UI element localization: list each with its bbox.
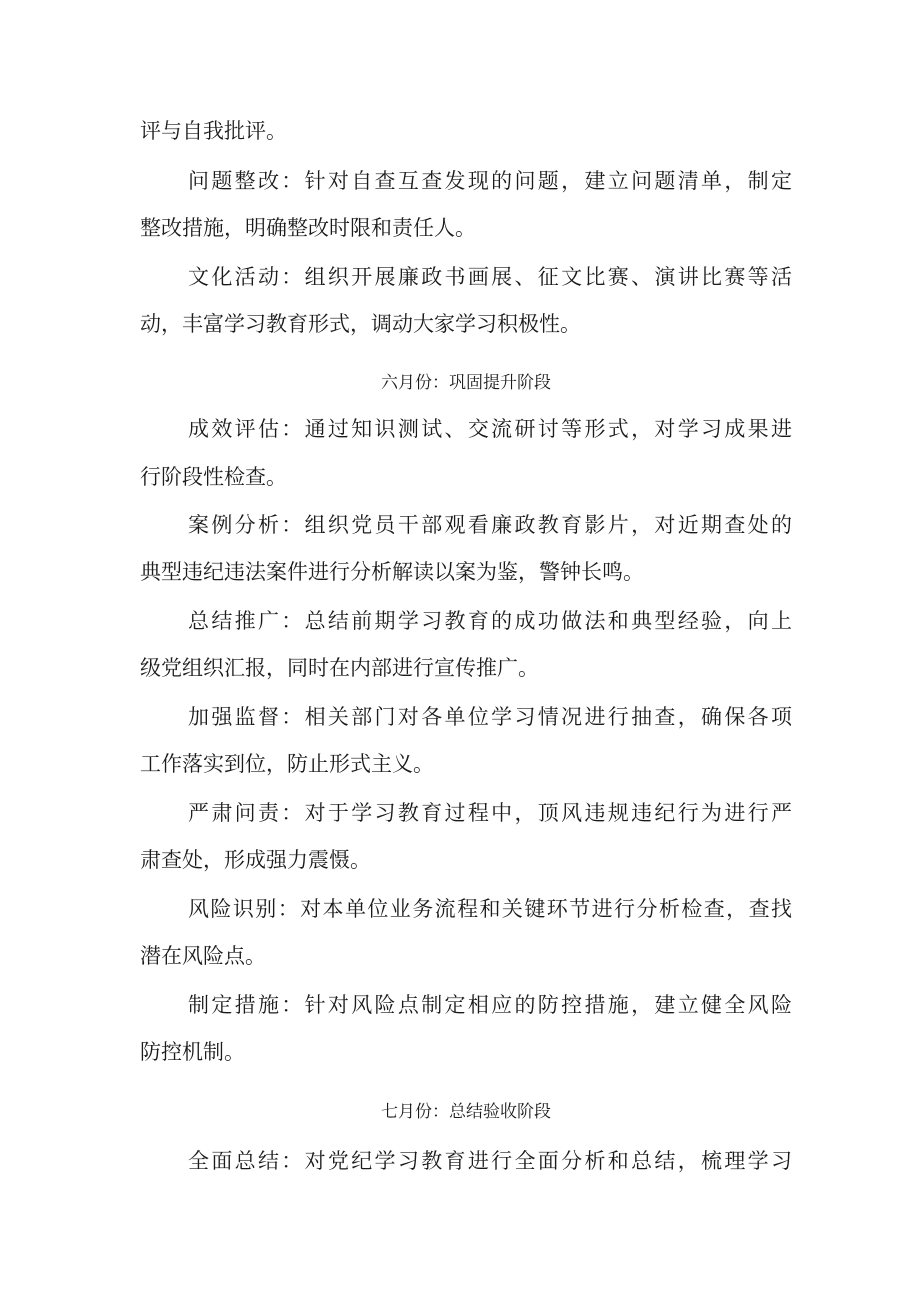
paragraph-accountability-line-1: 严肃问责：对于学习教育过程中，顶风违规违纪行为进行严 xyxy=(188,801,792,825)
paragraph-effect-evaluation-line-1: 成效评估：通过知识测试、交流研讨等形式，对学习成果进 xyxy=(188,417,792,441)
paragraph-strengthen-supervision-line-1: 加强监督：相关部门对各单位学习情况进行抽查，确保各项 xyxy=(188,705,792,729)
paragraph-prevention-measures-line-2: 防控机制。 xyxy=(140,1040,245,1064)
paragraph-risk-identification-line-1: 风险识别：对本单位业务流程和关键环节进行分析检查，查找 xyxy=(188,897,792,921)
section-heading-july: 七月份：总结验收阶段 xyxy=(381,1102,551,1122)
paragraph-cultural-activities-line-2: 动，丰富学习教育形式，调动大家学习积极性。 xyxy=(140,312,581,336)
paragraph-comprehensive-summary-line-1: 全面总结：对党纪学习教育进行全面分析和总结，梳理学习 xyxy=(188,1149,792,1173)
paragraph-case-analysis-line-1: 案例分析：组织党员干部观看廉政教育影片，对近期查处的 xyxy=(188,513,792,537)
paragraph-problem-rectification-line-2: 整改措施，明确整改时限和责任人。 xyxy=(140,216,476,240)
paragraph-accountability-line-2: 肃查处，形成强力震慑。 xyxy=(140,848,371,872)
paragraph-prevention-measures-line-1: 制定措施：针对风险点制定相应的防控措施，建立健全风险 xyxy=(188,993,792,1017)
paragraph-summary-promotion-line-1: 总结推广：总结前期学习教育的成功做法和典型经验，向上 xyxy=(188,609,792,633)
paragraph-risk-identification-line-2: 潜在风险点。 xyxy=(140,944,266,968)
paragraph-continuation-line: 评与自我批评。 xyxy=(140,119,287,143)
paragraph-strengthen-supervision-line-2: 工作落实到位，防止形式主义。 xyxy=(140,752,434,776)
paragraph-case-analysis-line-2: 典型违纪违法案件进行分析解读以案为鉴，警钟长鸣。 xyxy=(140,560,644,584)
paragraph-summary-promotion-line-2: 级党组织汇报，同时在内部进行宣传推广。 xyxy=(140,656,539,680)
paragraph-effect-evaluation-line-2: 行阶段性检查。 xyxy=(140,465,287,489)
paragraph-problem-rectification-line-1: 问题整改：针对自查互查发现的问题，建立问题清单，制定 xyxy=(188,169,792,193)
paragraph-cultural-activities-line-1: 文化活动：组织开展廉政书画展、征文比赛、演讲比赛等活 xyxy=(188,265,792,289)
section-heading-june: 六月份：巩固提升阶段 xyxy=(381,373,551,393)
